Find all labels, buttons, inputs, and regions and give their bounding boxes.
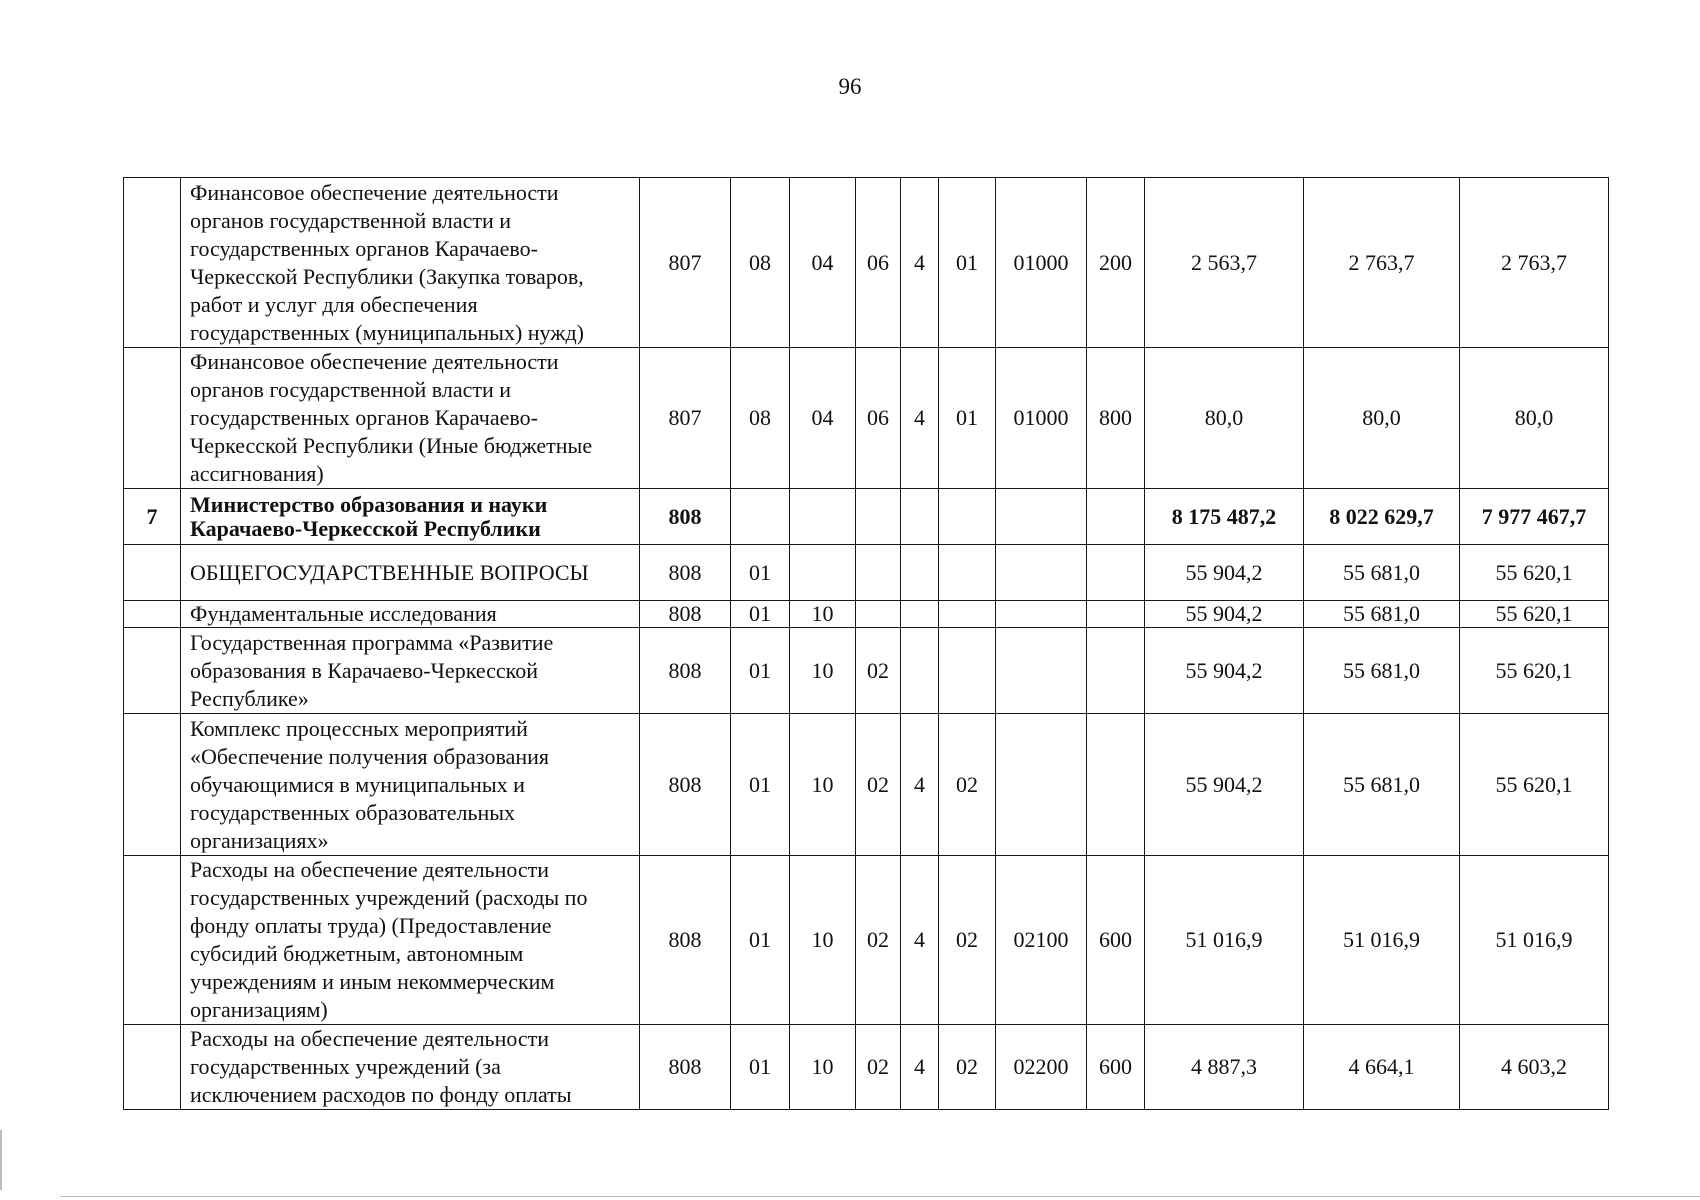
cell-year2: 55 681,0: [1304, 714, 1460, 856]
cell-name: Комплекс процессных мероприятий «Обеспечение получения образования обучающимися в муниципальных и государственных образовательных организациях»: [181, 714, 640, 856]
cell-subsection: 04: [790, 348, 856, 489]
cell-structure: 02: [939, 1025, 996, 1110]
cell-section: [731, 489, 790, 545]
page-number: 96: [838, 74, 862, 99]
cell-ministry: 807: [640, 178, 731, 348]
table-row: [124, 1025, 1609, 1110]
cell-no: [124, 714, 181, 856]
cell-section: 01: [731, 628, 790, 714]
table-row: [124, 856, 1609, 1025]
cell-type: [901, 489, 939, 545]
cell-direction: 01000: [996, 348, 1087, 489]
cell-section: 08: [731, 178, 790, 348]
cell-section: 08: [731, 348, 790, 489]
cell-year3: 4 603,2: [1460, 1025, 1609, 1110]
cell-year1: 8 175 487,2: [1145, 489, 1304, 545]
cell-structure: [939, 601, 996, 628]
cell-section: 01: [731, 545, 790, 601]
cell-no: [124, 178, 181, 348]
cell-section: 01: [731, 1025, 790, 1110]
cell-year1: 55 904,2: [1145, 601, 1304, 628]
cell-year1: 80,0: [1145, 348, 1304, 489]
cell-type: 4: [901, 714, 939, 856]
cell-year1: 4 887,3: [1145, 1025, 1304, 1110]
cell-direction: 01000: [996, 178, 1087, 348]
cell-structure: 01: [939, 178, 996, 348]
cell-expense-type: [1087, 545, 1145, 601]
cell-direction: [996, 628, 1087, 714]
cell-no: [124, 601, 181, 628]
table-row: [124, 545, 1609, 601]
cell-expense-type: 600: [1087, 856, 1145, 1025]
cell-no: [124, 348, 181, 489]
cell-program: 02: [856, 714, 901, 856]
cell-subsection: 10: [790, 856, 856, 1025]
cell-year3: 55 620,1: [1460, 601, 1609, 628]
cell-ministry: 808: [640, 714, 731, 856]
cell-expense-type: [1087, 714, 1145, 856]
cell-direction: [996, 714, 1087, 856]
cell-year3: 80,0: [1460, 348, 1609, 489]
cell-year3: 55 620,1: [1460, 545, 1609, 601]
cell-year3: 2 763,7: [1460, 178, 1609, 348]
cell-program: 06: [856, 348, 901, 489]
cell-expense-type: [1087, 628, 1145, 714]
cell-type: 4: [901, 178, 939, 348]
cell-structure: 01: [939, 348, 996, 489]
cell-year3: 55 620,1: [1460, 628, 1609, 714]
cell-year1: 55 904,2: [1145, 714, 1304, 856]
table-row: [124, 714, 1609, 856]
cell-expense-type: [1087, 489, 1145, 545]
cell-section: 01: [731, 714, 790, 856]
cell-no: [124, 856, 181, 1025]
cell-name: Финансовое обеспечение деятельности органов государственной власти и государственных органов Карачаево-Черкесской Республики (Закупка товаров, работ и услуг для обеспечения государственных (муниципальных) нужд): [181, 178, 640, 348]
cell-direction: 02100: [996, 856, 1087, 1025]
table-body: [124, 178, 1609, 1110]
cell-name: ОБЩЕГОСУДАРСТВЕННЫЕ ВОПРОСЫ: [181, 545, 640, 601]
scan-edge-mark: [0, 1130, 2, 1190]
cell-ministry: 808: [640, 1025, 731, 1110]
cell-subsection: 10: [790, 628, 856, 714]
cell-name: Государственная программа «Развитие образования в Карачаево-Черкесской Республике»: [181, 628, 640, 714]
cell-name: Финансовое обеспечение деятельности органов государственной власти и государственных органов Карачаево-Черкесской Республики (Иные бюджетные ассигнования): [181, 348, 640, 489]
cell-expense-type: 600: [1087, 1025, 1145, 1110]
cell-program: 02: [856, 1025, 901, 1110]
cell-type: [901, 601, 939, 628]
cell-subsection: [790, 545, 856, 601]
cell-ministry: 808: [640, 489, 731, 545]
cell-structure: 02: [939, 856, 996, 1025]
cell-direction: [996, 601, 1087, 628]
cell-direction: [996, 489, 1087, 545]
cell-ministry: 808: [640, 856, 731, 1025]
cell-ministry: 807: [640, 348, 731, 489]
cell-name: Расходы на обеспечение деятельности государственных учреждений (расходы по фонду оплаты труда) (Предоставление субсидий бюджетным, автономным учреждениям и иным некоммерческим организациям): [181, 856, 640, 1025]
cell-name: Расходы на обеспечение деятельности государственных учреждений (за исключением расходов по фонду оплаты: [181, 1025, 640, 1110]
cell-subsection: 10: [790, 714, 856, 856]
budget-table: [123, 177, 1609, 1110]
cell-type: [901, 545, 939, 601]
cell-year2: 4 664,1: [1304, 1025, 1460, 1110]
cell-year2: 80,0: [1304, 348, 1460, 489]
cell-subsection: 10: [790, 1025, 856, 1110]
cell-year3: 55 620,1: [1460, 714, 1609, 856]
table-row: [124, 628, 1609, 714]
cell-expense-type: 800: [1087, 348, 1145, 489]
cell-year2: 55 681,0: [1304, 628, 1460, 714]
cell-program: [856, 489, 901, 545]
cell-direction: [996, 545, 1087, 601]
cell-year1: 2 563,7: [1145, 178, 1304, 348]
cell-name: Министерство образования и науки Карачаево-Черкесской Республики: [181, 489, 640, 545]
cell-structure: [939, 489, 996, 545]
cell-year1: 55 904,2: [1145, 545, 1304, 601]
cell-ministry: 808: [640, 545, 731, 601]
cell-type: [901, 628, 939, 714]
cell-structure: [939, 545, 996, 601]
cell-no: [124, 1025, 181, 1110]
cell-ministry: 808: [640, 628, 731, 714]
cell-year3: 51 016,9: [1460, 856, 1609, 1025]
table-row: [124, 348, 1609, 489]
cell-subsection: [790, 489, 856, 545]
cell-year3: 7 977 467,7: [1460, 489, 1609, 545]
cell-type: 4: [901, 1025, 939, 1110]
cell-year2: 55 681,0: [1304, 601, 1460, 628]
scan-bottom-line: [60, 1196, 1700, 1197]
cell-program: [856, 545, 901, 601]
cell-expense-type: 200: [1087, 178, 1145, 348]
cell-subsection: 04: [790, 178, 856, 348]
cell-year1: 51 016,9: [1145, 856, 1304, 1025]
cell-year2: 2 763,7: [1304, 178, 1460, 348]
cell-program: 06: [856, 178, 901, 348]
cell-program: 02: [856, 856, 901, 1025]
cell-no: 7: [124, 489, 181, 545]
cell-year1: 55 904,2: [1145, 628, 1304, 714]
cell-name: Фундаментальные исследования: [181, 601, 640, 628]
table-row: [124, 489, 1609, 545]
cell-ministry: 808: [640, 601, 731, 628]
cell-structure: 02: [939, 714, 996, 856]
cell-year2: 8 022 629,7: [1304, 489, 1460, 545]
table-row: [124, 601, 1609, 628]
cell-type: 4: [901, 348, 939, 489]
cell-section: 01: [731, 601, 790, 628]
cell-section: 01: [731, 856, 790, 1025]
cell-expense-type: [1087, 601, 1145, 628]
cell-subsection: 10: [790, 601, 856, 628]
cell-direction: 02200: [996, 1025, 1087, 1110]
cell-no: [124, 545, 181, 601]
cell-type: 4: [901, 856, 939, 1025]
cell-year2: 55 681,0: [1304, 545, 1460, 601]
table-row: [124, 178, 1609, 348]
cell-year2: 51 016,9: [1304, 856, 1460, 1025]
cell-program: [856, 601, 901, 628]
cell-no: [124, 628, 181, 714]
cell-structure: [939, 628, 996, 714]
cell-program: 02: [856, 628, 901, 714]
